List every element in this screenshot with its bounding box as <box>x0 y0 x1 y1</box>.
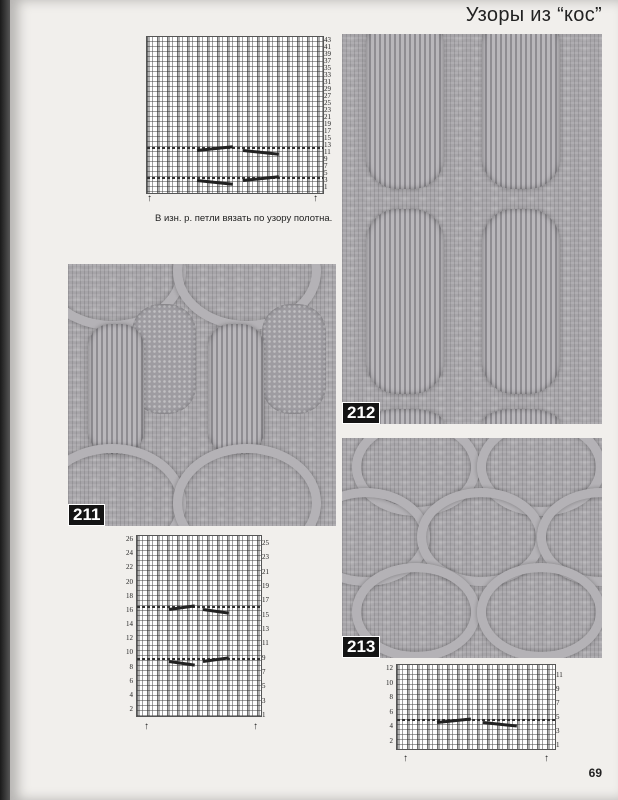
chart-row-number: 23 <box>324 106 331 114</box>
chart-row-number: 1 <box>556 741 560 749</box>
chart-row-number: 12 <box>386 664 393 672</box>
chart-row-number: 14 <box>126 620 133 628</box>
start-arrow-icon: ↑ <box>144 721 149 732</box>
end-arrow-icon: ↑ <box>313 193 318 204</box>
chart-row-number: 2 <box>129 705 133 713</box>
chart-row-number: 26 <box>126 535 133 543</box>
chart-row-number: 10 <box>386 678 393 687</box>
chart-cable-row <box>397 719 555 721</box>
chart-caption: В изн. р. петли вязать по узору полотна. <box>155 213 333 224</box>
chart-row-number: 15 <box>324 134 331 142</box>
chart-row-number: 33 <box>324 71 331 79</box>
chart-row-number: 43 <box>324 36 331 44</box>
cable-column <box>366 209 444 394</box>
knitting-chart-211 <box>136 535 262 717</box>
chart-row-number: 21 <box>262 567 269 576</box>
chart-row-number: 9 <box>324 155 328 163</box>
chart-row-number: 6 <box>389 707 393 716</box>
chart-row-number: 39 <box>324 50 331 58</box>
chart-row-number: 29 <box>324 85 331 93</box>
chart-row-number: 6 <box>129 676 133 685</box>
chart-row-number: 35 <box>324 64 331 72</box>
chart-row-number: 16 <box>126 605 133 614</box>
chart-cells <box>397 665 555 749</box>
cable-column <box>482 209 560 394</box>
cable-column <box>366 34 444 189</box>
chart-row-number: 4 <box>129 690 133 699</box>
knit-sample-photo-213 <box>342 438 602 658</box>
photo-number-211: 211 <box>68 504 105 526</box>
chart-row-number: 22 <box>126 563 133 572</box>
chart-cable-row <box>137 658 261 660</box>
chart-row-number: 10 <box>126 648 133 657</box>
chart-row-number: 25 <box>324 99 331 107</box>
chart-row-number: 15 <box>262 610 269 619</box>
chart-row-number: 11 <box>262 639 269 648</box>
chart-row-number: 31 <box>324 78 331 86</box>
cable-column <box>482 409 560 424</box>
chart-row-number: 3 <box>262 696 266 705</box>
chart-row-number: 17 <box>324 127 331 135</box>
chart-cells <box>147 37 323 193</box>
chart-row-number: 1 <box>324 183 328 191</box>
photo-number-213: 213 <box>342 636 380 658</box>
page-number: 69 <box>588 766 602 780</box>
seed-stitch-panel <box>262 304 326 414</box>
chart-row-number: 5 <box>262 682 266 691</box>
end-arrow-icon: ↑ <box>253 721 258 732</box>
cable-column <box>208 324 264 454</box>
knitting-chart-212 <box>146 36 324 194</box>
chart-row-number: 19 <box>262 582 269 590</box>
chart-row-number: 1 <box>262 711 266 719</box>
chart-row-number: 37 <box>324 57 331 65</box>
chart-row-number: 17 <box>262 596 269 605</box>
chart-row-number: 8 <box>389 693 393 702</box>
chart-row-number: 5 <box>556 713 560 721</box>
knitting-chart-213 <box>396 664 556 750</box>
chart-row-number: 7 <box>262 668 266 676</box>
chart-row-number: 41 <box>324 43 331 51</box>
knit-sample-photo-211 <box>68 264 336 526</box>
chart-row-number: 13 <box>262 625 269 633</box>
end-arrow-icon: ↑ <box>544 753 549 764</box>
chart-row-number: 12 <box>126 634 133 643</box>
chart-cable-row <box>147 177 323 179</box>
cable-column <box>482 34 560 189</box>
chart-row-number: 13 <box>324 141 331 149</box>
chart-row-number: 7 <box>324 162 328 170</box>
chart-cells <box>137 536 261 716</box>
chart-row-number: 9 <box>262 653 266 662</box>
cable-ring <box>477 563 602 658</box>
chart-row-number: 3 <box>556 727 560 735</box>
page-title: Узоры из “кос” <box>465 4 602 26</box>
chart-cable-row <box>147 147 323 149</box>
start-arrow-icon: ↑ <box>403 753 408 764</box>
book-page <box>10 0 618 800</box>
chart-row-number: 27 <box>324 92 331 100</box>
chart-row-number: 5 <box>324 169 328 177</box>
photo-number-212: 212 <box>342 402 380 424</box>
chart-row-number: 8 <box>129 662 133 671</box>
chart-row-number: 21 <box>324 113 331 121</box>
chart-row-number: 25 <box>262 539 269 547</box>
chart-row-number: 11 <box>556 671 563 679</box>
chart-row-number: 4 <box>389 722 393 731</box>
chart-row-number: 3 <box>324 176 328 184</box>
cable-column <box>88 324 144 454</box>
chart-row-number: 20 <box>126 577 133 586</box>
chart-row-number: 11 <box>324 148 331 156</box>
knit-sample-photo-212 <box>342 34 602 424</box>
chart-cable-row <box>137 606 261 608</box>
cable-ring <box>173 444 321 526</box>
chart-row-number: 19 <box>324 120 331 128</box>
chart-row-number: 18 <box>126 591 133 600</box>
start-arrow-icon: ↑ <box>147 193 152 204</box>
page-binding-edge <box>0 0 10 800</box>
chart-row-number: 7 <box>556 699 560 707</box>
chart-row-number: 24 <box>126 549 133 558</box>
chart-row-number: 23 <box>262 553 269 562</box>
chart-row-number: 9 <box>556 685 560 693</box>
chart-row-number: 2 <box>389 737 393 745</box>
